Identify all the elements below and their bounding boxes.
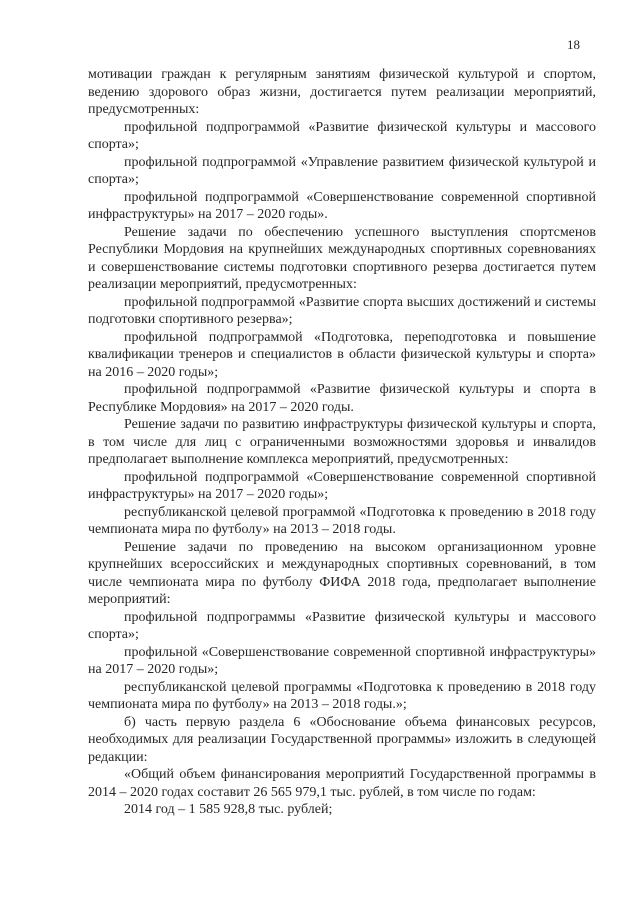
paragraph: Решение задачи по обеспечению успешного выступления спортсменов Республики Мордовия на крупнейших международных спортивных соревнованиях и совершенствование системы подготовки спортивного резерва достигается путем реализации мероприятий, предусмотренных:	[88, 224, 596, 292]
paragraph: профильной подпрограммой «Развитие физической культуры и спорта в Республике Мордовия» на 2017 – 2020 годы.	[88, 382, 596, 415]
paragraph: профильной подпрограммой «Совершенствование современной спортивной инфраструктуры» на 2017 – 2020 годы»;	[88, 469, 596, 502]
paragraph: профильной подпрограммы «Развитие физической культуры и массового спорта»;	[88, 609, 596, 642]
paragraph: профильной подпрограммой «Развитие физической культуры и массового спорта»;	[88, 119, 596, 152]
paragraph: Решение задачи по проведению на высоком организационном уровне крупнейших всероссийских и международных спортивных соревнований, в том числе чемпионата мира по футболу ФИФА 2018 года, предполагает выполнение мероприятий:	[88, 539, 596, 607]
paragraph: профильной подпрограммой «Управление развитием физической культурой и спорта»;	[88, 154, 596, 187]
paragraph: профильной «Совершенствование современной спортивной инфраструктуры» на 2017 – 2020 годы»;	[88, 644, 596, 677]
paragraph: профильной подпрограммой «Подготовка, переподготовка и повышение квалификации тренеров и специалистов в области физической культуры и спорта» на 2016 – 2020 годы»;	[88, 329, 596, 380]
paragraph: республиканской целевой программы «Подготовка к проведению в 2018 году чемпионата мира по футболу» на 2013 – 2018 годы.»;	[88, 679, 596, 712]
paragraph: Решение задачи по развитию инфраструктуры физической культуры и спорта, в том числе для лиц с ограниченными возможностями здоровья и инвалидов предполагает выполнение комплекса мероприятий, предусмотренных:	[88, 417, 596, 467]
page-number: 18	[567, 37, 580, 52]
paragraph: мотивации граждан к регулярным занятиям физической культурой и спортом, ведению здорового образ жизни, достигается путем реализации мероприятий, предусмотренных:	[88, 67, 596, 117]
paragraph: б) часть первую раздела 6 «Обоснование объема финансовых ресурсов, необходимых для реализации Государственной программы» изложить в следующей редакции:	[88, 714, 596, 765]
paragraph: «Общий объем финансирования мероприятий Государственной программы в 2014 – 2020 годах составит 26 565 979,1 тыс. рублей, в том числе по годам:	[88, 767, 596, 800]
paragraph: 2014 год – 1 585 928,8 тыс. рублей;	[124, 802, 333, 817]
paragraph: профильной подпрограммой «Совершенствование современной спортивной инфраструктуры» на 2017 – 2020 годы».	[88, 189, 596, 222]
document-body	[88, 66, 596, 819]
paragraph: республиканской целевой программой «Подготовка к проведению в 2018 году чемпионата мира по футболу» на 2013 – 2018 годы.	[88, 504, 596, 537]
paragraph: профильной подпрограммой «Развитие спорта высших достижений и системы подготовки спортивного резерва»;	[88, 294, 596, 327]
